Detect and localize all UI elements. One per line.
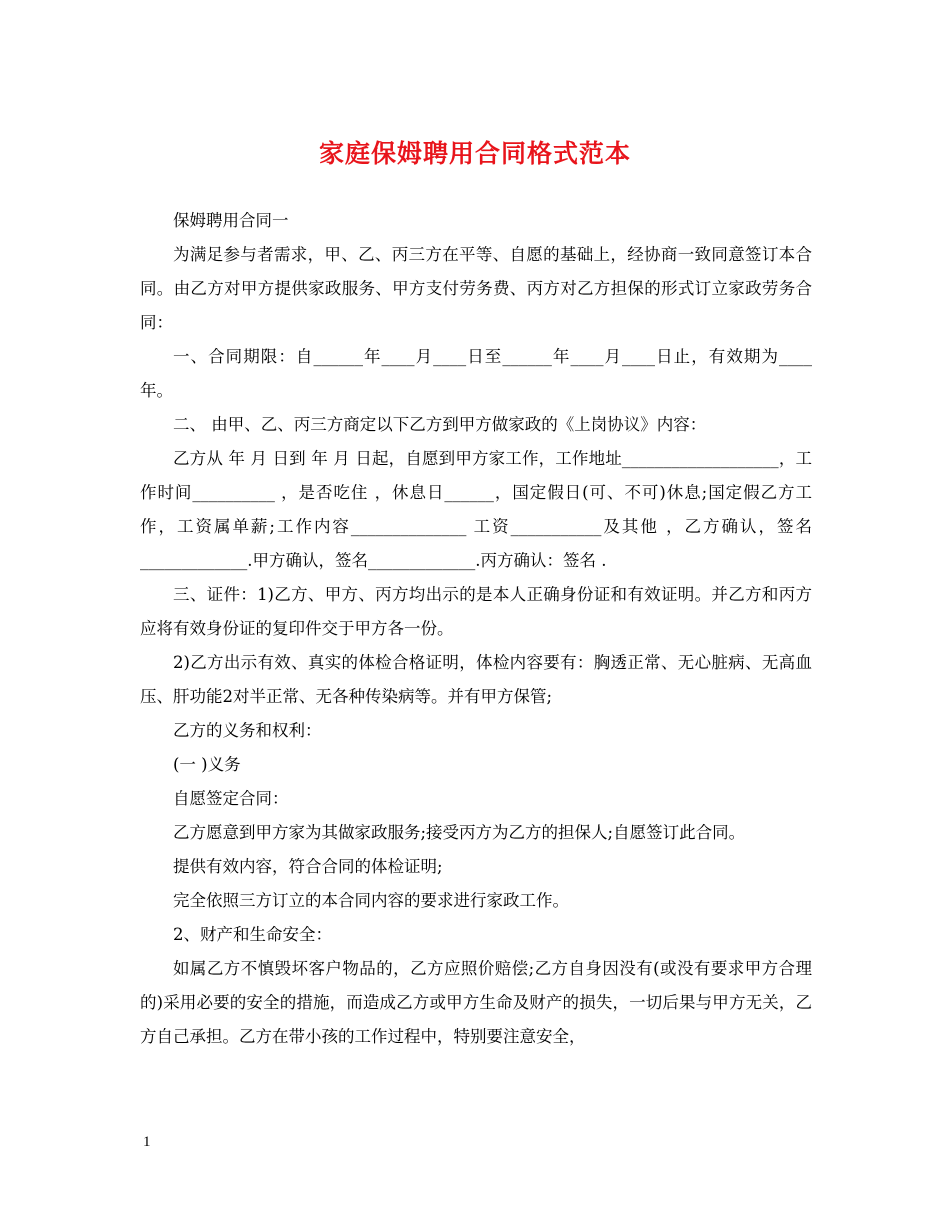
page-number: 1 [143, 1134, 151, 1150]
paragraph: 提供有效内容，符合合同的体检证明; [173, 857, 443, 876]
paragraph: 三、证件：1)乙方、甲方、丙方均出示的是本人正确身份证和有效证明。并乙方和丙方应将有效身份证的复印件交于甲方各一份。 [140, 585, 812, 638]
document-body [140, 204, 812, 1054]
paragraph: 二、 由甲、乙、丙三方商定以下乙方到甲方做家政的《上岗协议》内容： [173, 415, 707, 434]
paragraph: 乙方愿意到甲方家为其做家政服务;接受丙方为乙方的担保人;自愿签订此合同。 [173, 823, 746, 842]
paragraph: 乙方的义务和权利： [173, 721, 322, 740]
paragraph: (一 )义务 [173, 755, 241, 774]
paragraph: 为满足参与者需求，甲、乙、丙三方在平等、自愿的基础上，经协商一致同意签订本合同。由乙方对甲方提供家政服务、甲方支付劳务费、丙方对乙方担保的形式订立家政劳务合同： [140, 245, 812, 332]
paragraph: 完全依照三方订立的本合同内容的要求进行家政工作。 [173, 891, 569, 910]
paragraph: 如属乙方不慎毁坏客户物品的，乙方应照价赔偿;乙方自身因没有(或没有要求甲方合理的)采用必要的安全的措施，而造成乙方或甲方生命及财产的损失，一切后果与甲方无关，乙方自己承担。乙方在带小孩的工作过程中，特别要注意安全， [140, 959, 812, 1046]
document-title: 家庭保姆聘用合同格式范本 [318, 139, 631, 168]
paragraph: 一、合同期限：自______年____月____日至______年____月____日止，有效期为____年。 [140, 347, 812, 400]
paragraph: 2、财产和生命安全： [173, 925, 332, 944]
paragraph: 保姆聘用合同一 [173, 211, 289, 230]
paragraph: 2)乙方出示有效、真实的体检合格证明，体检内容要有：胸透正常、无心脏病、无高血压、肝功能2对半正常、无各种传染病等。并有甲方保管; [140, 653, 812, 706]
paragraph: 乙方从 年 月 日到 年 月 日起，自愿到甲方家工作，工作地址___________________，工作时间__________ ，是否吃住 ，休息日______，国定假日(可、不可)休息;国定假乙方工作，工资属单薪;工作内容______________ 工资___________及其他 ，乙方确认，签名_____________.甲方确认，签名_____________.丙方确认：签名 . [140, 449, 812, 570]
paragraph: 自愿签定合同： [173, 789, 289, 808]
